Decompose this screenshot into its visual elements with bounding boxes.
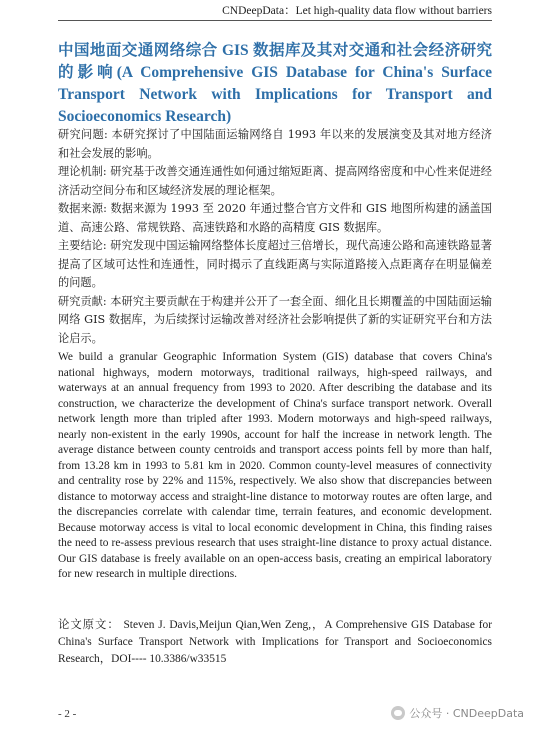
wechat-icon bbox=[391, 706, 405, 720]
chinese-summary bbox=[58, 126, 492, 348]
watermark bbox=[391, 705, 524, 721]
citation: 论文原文： Steven J. Davis,Meijun Qian,Wen Zeng,，A Comprehensive GIS Database for China's Surface Transport Network with Implications for Transport and Socioeconomics Research，DOI---- 10.3386/w33515 bbox=[58, 619, 492, 665]
research-question-paragraph: 研究问题: 本研究探讨了中国陆面运输网络自 1993 年以来的发展演变及其对地方经济和社会发展的影响。 bbox=[58, 128, 492, 160]
article-title: 中国地面交通网络综合 GIS 数据库及其对交通和社会经济研究的影响(A Comprehensive GIS Database for China's Surface Transport Network with Implications for Transport and Socioeconomics Research) bbox=[58, 42, 492, 125]
theory-mechanism-paragraph: 理论机制: 研究基于改善交通连通性如何通过缩短距离、提高网络密度和中心性来促进经济活动空间分布和区域经济发展的理论框架。 bbox=[58, 165, 492, 197]
watermark-text: 公众号 · CNDeepData bbox=[409, 707, 524, 720]
main-conclusion-paragraph: 主要结论: 研究发现中国运输网络整体长度超过三倍增长，现代高速公路和高速铁路显著提高了区域可达性和连通性，同时揭示了直线距离与实际道路接入点距离存在明显偏差的问题。 bbox=[58, 239, 492, 289]
research-contribution-paragraph: 研究贡献: 本研究主要贡献在于构建并公开了一套全面、细化且长期覆盖的中国陆面运输网络 GIS 数据库，为后续探讨运输改善对经济社会影响提供了新的实证研究平台和方法论启示。 bbox=[58, 294, 492, 345]
data-source-paragraph: 数据来源: 数据来源为 1993 至 2020 年通过整合官方文件和 GIS 地图所构建的涵盖国道、高速公路、常规铁路、高速铁路和水路的高精度 GIS 数据库。 bbox=[58, 202, 492, 234]
page-number: - 2 - bbox=[58, 708, 77, 720]
page-header: CNDeepData：Let high-quality data flow without barriers bbox=[58, 2, 492, 21]
english-abstract: We build a granular Geographic Information System (GIS) database that covers China's national highways, modern motorways, traditional railways, high-speed railways, and waterways at an annual frequency from 1993 to 2020. After describing the database and its construction, we characterize the development of China's surface transport network. Overall network length more than tripled after 1993. Modern motorways and high-speed railways, nearly non-existent in the early 1990s, account for half the increase in network length. The average distance between county centroids and transport access points fell by more than half, from 13.28 km in 1993 to 5.81 km in 2020. Common county-level measures of connectivity and centrality rose by 22% and 115%, respectively. We also show that discrepancies between distance to motorway access and straight-line distance to motorway routes are often large, and the discrepancies correlate with calendar time, terrain features, and economic development. Because motorway access is vital to local economic development in China, this finding raises the need to re-assess previous research that uses straight-line distance to proxy actual distance. Our GIS database is freely available on an open-access basis, creating an empirical laboratory for new research in multiple directions. bbox=[58, 351, 492, 580]
